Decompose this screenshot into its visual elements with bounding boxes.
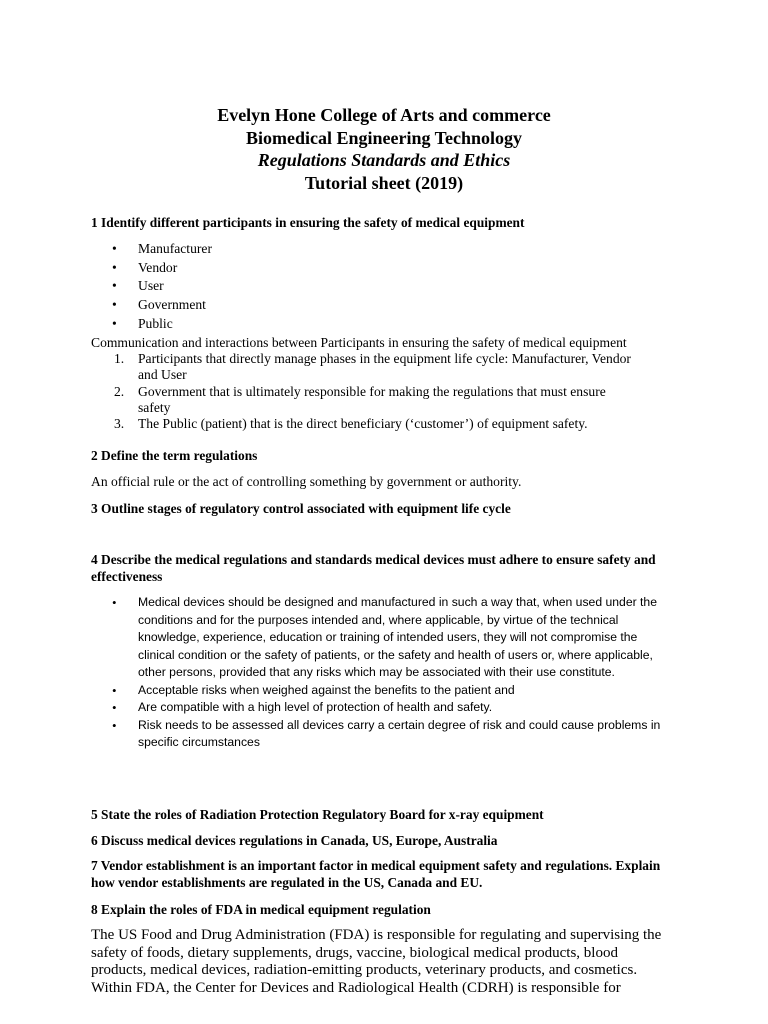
bullet-icon: • [112, 595, 117, 610]
list-item: • Acceptable risks when weighed against the benefits to the patient and [112, 682, 515, 698]
department-name: Biomedical Engineering Technology [245, 127, 523, 148]
list-item: 2. Government that is ultimately responsible for making the regulations that must ensure safety [114, 383, 606, 415]
list-item: • Medical devices should be designed and manufactured in such a way that, when used under the conditions and for the purposes intended and, where applicable, by virtue of the technical knowledge, experience, education or training of intended users, they will not compromise the clinical condition or the safety of patients, or the safety and health of users or, where applicable, other persons, provided that any risks which may be associated with their use constitute. [112, 595, 657, 679]
q1-heading: 1 Identify different participants in ensuring the safety of medical equipment [91, 215, 525, 230]
bullet-icon: • [112, 278, 117, 294]
q3-heading: 3 Outline stages of regulatory control associated with equipment life cycle [91, 501, 511, 516]
course-name: Regulations Standards and Ethics [257, 150, 511, 170]
list-item: • Government [0, 296, 212, 315]
title-block [0, 104, 768, 194]
list-item: • Risk needs to be assessed all devices carry a certain degree of risk and could cause problems in specific circumstances [112, 717, 661, 749]
bullet-icon: • [112, 682, 117, 698]
q4-heading: 4 Describe the medical regulations and standards medical devices must adhere to ensure safety and effectiveness [91, 552, 656, 584]
q5-heading: 5 State the roles of Radiation Protection Regulatory Board for x-ray equipment [91, 807, 544, 822]
q1-numbered-list [0, 351, 638, 432]
list-item: 3. The Public (patient) that is the direct beneficiary (‘customer’) of equipment safety. [114, 416, 588, 432]
q8-answer: The US Food and Drug Administration (FDA) is responsible for regulating and supervising the safety of foods, dietary supplements, drugs, vaccine, biological medical products, blood products, medical devices, radiation-emitting products, veterinary products, and cosmetics. Within FDA, the Center for Devices and Radiological Health (CDRH) is responsible for [91, 927, 662, 996]
q7-heading: 7 Vendor establishment is an important factor in medical equipment safety and regulations. Explain how vendor establishments are regulated in the US, Canada and EU. [91, 858, 661, 890]
bullet-icon: • [112, 241, 117, 256]
college-name: Evelyn Hone College of Arts and commerce [217, 105, 551, 125]
bullet-icon: • [112, 700, 117, 715]
q1-bullet-list [0, 240, 212, 334]
q6-heading: 6 Discuss medical devices regulations in Canada, US, Europe, Australia [91, 833, 498, 848]
bullet-icon: • [112, 315, 117, 331]
list-item: • User [0, 277, 212, 296]
list-item: • Manufacturer [0, 240, 212, 259]
list-item: • Vendor [0, 259, 212, 278]
q2-answer: An official rule or the act of controlling something by government or authority. [91, 474, 522, 489]
q8-heading: 8 Explain the roles of FDA in medical equipment regulation [91, 902, 431, 917]
q4-bullet-list [0, 594, 670, 752]
q2-heading: 2 Define the term regulations [91, 448, 258, 463]
sheet-title: Tutorial sheet (2019) [304, 172, 464, 193]
list-item: • Public [0, 315, 212, 334]
list-item: 1. Participants that directly manage phases in the equipment life cycle: Manufacturer, Vendor and User [114, 351, 631, 383]
list-item: • Are compatible with a high level of protection of health and safety. [112, 700, 493, 715]
bullet-icon: • [112, 717, 117, 733]
q1-intro: Communication and interactions between Participants in ensuring the safety of medical equipment [91, 335, 627, 350]
bullet-icon: • [112, 297, 117, 313]
bullet-icon: • [112, 259, 117, 275]
